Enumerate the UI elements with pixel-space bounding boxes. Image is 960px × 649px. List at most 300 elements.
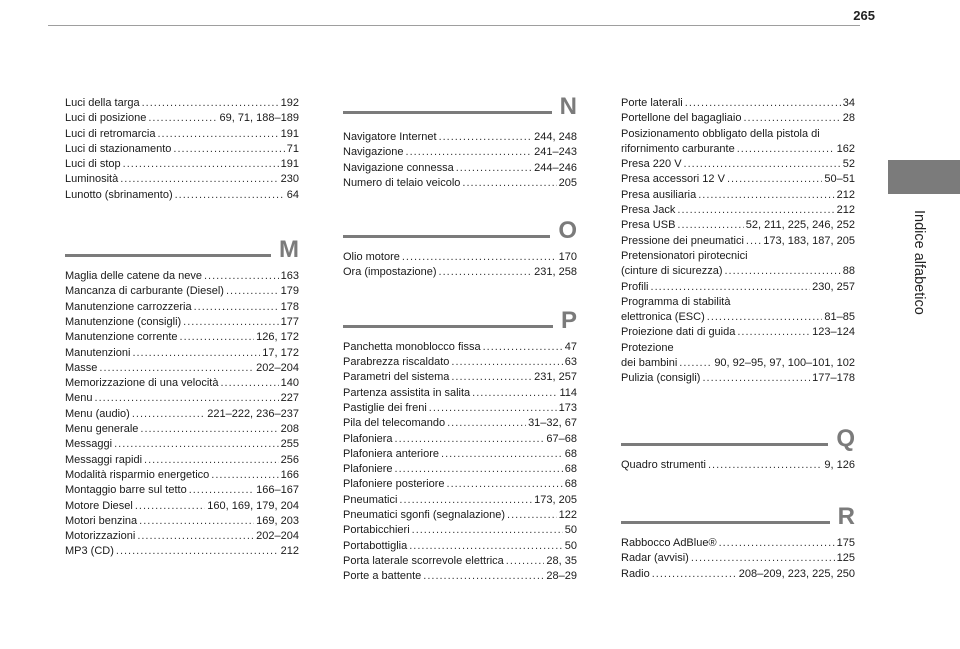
section-rule [343,111,552,114]
index-entry [65,483,299,498]
entry-pages: 212 [836,188,855,201]
entry-label: Menu (audio) [65,407,130,420]
entry-label: Navigatore Internet [343,131,437,143]
leader-dots [99,361,254,376]
index-entry [65,544,299,559]
leader-dots [737,142,835,157]
entry-pages: 126, 172 [256,331,299,344]
entry-label: Presa Jack [621,204,676,217]
entry-pages: 52 [842,158,855,171]
entry-pages: 230 [280,173,299,186]
entry-label: dei bambini [621,357,678,370]
leader-dots [183,315,278,330]
index-entry [621,142,855,157]
leader-dots [399,493,532,508]
leader-dots [447,416,526,431]
index-entry [621,234,855,249]
leader-dots [691,551,835,566]
index-entry [343,416,577,431]
leader-dots [651,280,811,295]
leader-dots [395,432,545,447]
entry-label: Maglia delle catene da neve [65,270,202,283]
index-entry [621,172,855,187]
index-entry [65,422,299,437]
entry-pages: 28 [842,112,855,125]
leader-dots [211,468,278,483]
entry-label: Pila del telecomando [343,417,446,430]
entry-pages: 177 [280,315,299,328]
index-entry [343,493,577,508]
entry-label: Navigazione connessa [343,161,454,174]
entry-label-line: Posizionamento obbligato della pistola di [621,127,820,140]
entry-pages: 81–85 [824,311,855,324]
entry-pages: 202–204 [256,361,299,374]
entry-label: Parametri del sistema [343,371,450,384]
leader-dots [439,265,533,280]
leader-dots [677,203,834,218]
leader-dots [746,234,761,249]
entry-pages: 50 [564,524,577,537]
leader-dots [148,111,217,126]
entry-label: Manutenzione (consigli) [65,315,182,328]
leader-dots [175,188,285,203]
index-entry [65,172,299,187]
entry-label: Quadro strumenti [621,458,706,471]
index-entry [343,477,577,492]
entry-pages: 63 [564,356,577,369]
entry-pages: 122 [558,509,577,522]
leader-dots [441,447,563,462]
entry-pages: 123–124 [812,326,855,339]
leader-dots [406,145,533,160]
entry-pages: 191 [280,127,299,140]
entry-pages: 173, 183, 187, 205 [763,234,855,247]
entry-pages: 68 [564,478,577,491]
entry-pages: 208–209, 223, 225, 250 [738,567,855,580]
index-entry [343,340,577,355]
entry-pages: 28–29 [546,570,577,583]
index-entry [65,361,299,376]
entry-pages: 179 [280,285,299,298]
index-entry [343,145,577,160]
index-entry [343,265,577,280]
entry-label: Plafoniere posteriore [343,478,445,491]
entry-label: elettronica (ESC) [621,311,705,324]
entry-label: Manutenzioni [65,346,131,359]
leader-dots [677,218,743,233]
entry-pages: 17, 172 [262,346,299,359]
entry-label: Messaggi [65,438,113,451]
index-entry [65,127,299,142]
entry-pages: 47 [564,340,577,353]
entry-pages: 50–51 [824,173,855,186]
entry-label: Luci della targa [65,97,140,109]
entry-label: Porta laterale scorrevole elettrica [343,554,504,567]
m-entries [65,269,299,560]
index-entry [343,130,577,145]
entry-label: Partenza assistita in salita [343,386,471,399]
index-entry [65,529,299,544]
entry-label: Panchetta monoblocco fissa [343,340,481,353]
index-column-2 [343,93,577,585]
entry-pages: 221–222, 236–237 [207,407,299,420]
entry-label: Modalità risparmio energetico [65,468,210,481]
entry-label: Olio motore [343,251,400,264]
index-entry [621,218,855,233]
entry-label: Portabottiglia [343,539,408,552]
leader-dots [123,157,279,172]
entry-pages: 166 [280,468,299,481]
entry-pages: 71 [286,142,299,155]
leader-dots [402,250,557,265]
index-entry [65,315,299,330]
entry-label: Presa accessori 12 V [621,173,725,186]
index-entry [621,325,855,340]
leader-dots [707,310,823,325]
section-rule [621,521,830,524]
index-entry [621,458,855,473]
entry-pages: 169, 203 [256,514,299,527]
entry-pages: 173 [558,401,577,414]
leader-dots [698,188,834,203]
section-letter: Q [836,424,855,452]
p-entries [343,340,577,585]
entry-label: Lunotto (sbrinamento) [65,188,173,201]
entry-pages: 50 [564,539,577,552]
index-entry [621,264,855,279]
index-entry [65,188,299,203]
index-entry [621,96,855,111]
index-entry [65,468,299,483]
section-header-r [621,502,855,530]
leader-dots [684,157,841,172]
leader-dots [727,172,822,187]
entry-pages: 125 [836,552,855,565]
leader-dots [95,391,279,406]
index-entry [621,188,855,203]
leader-dots [439,130,533,145]
entry-label: Porte a battente [343,570,422,583]
entry-label: Plafoniere [343,463,393,476]
section-header-p [343,306,577,334]
entry-pages: 191 [280,158,299,171]
entry-label: Plafoniera [343,432,393,445]
leader-dots [679,356,712,371]
index-entry [343,355,577,370]
entry-pages: 64 [286,188,299,201]
leader-dots [472,386,557,401]
entry-pages: 34 [842,97,855,109]
entry-label: Presa 220 V [621,158,682,171]
entry-pages: 205 [558,176,577,189]
index-entry [65,346,299,361]
section-rule [621,443,828,446]
entry-pages: 231, 257 [534,371,577,384]
index-entry [65,514,299,529]
r-entries [621,536,855,582]
entry-label: Luci di retromarcia [65,127,156,140]
index-entry [343,250,577,265]
leader-dots [719,536,835,551]
leader-dots [142,96,279,111]
entry-label: Pneumatici [343,493,398,506]
entry-pages: 160, 169, 179, 204 [207,499,299,512]
leader-dots [220,376,278,391]
index-entry [343,554,577,569]
entry-label: Pneumatici sgonfi (segnalazione) [343,509,506,522]
index-entry [621,371,855,386]
index-column-1 [65,96,299,560]
index-entry [65,391,299,406]
section-letter: R [837,502,855,530]
leader-dots [412,523,563,538]
entry-label: Radio [621,567,650,580]
index-entry [343,432,577,447]
leader-dots [395,462,563,477]
leader-dots [483,340,563,355]
entry-label: (cinture di sicurezza) [621,265,723,278]
entry-pages: 68 [564,447,577,460]
entry-label: Motori benzina [65,514,138,527]
leader-dots [743,111,840,126]
entry-pages: 31–32, 67 [528,417,577,430]
entry-label: Portabicchieri [343,524,410,537]
leader-dots [114,437,279,452]
section-rule [343,325,553,328]
entry-label: Pressione dei pneumatici [621,234,744,247]
entry-pages: 88 [842,265,855,278]
entry-label: Rabbocco AdBlue® [621,536,717,549]
index-entry [621,310,855,325]
leader-dots [132,346,260,361]
index-entry [343,447,577,462]
leader-dots [204,269,279,284]
index-entry [621,203,855,218]
leader-dots [456,161,532,176]
entry-label: Pastiglie dei freni [343,401,427,414]
leader-dots [451,370,532,385]
index-entry [343,386,577,401]
leader-dots [685,96,841,111]
entry-pages: 244–246 [534,161,577,174]
entry-pages: 244, 248 [534,131,577,143]
leader-dots [120,172,278,187]
leader-dots [507,508,557,523]
entry-label: Luci di stop [65,158,121,171]
section-header-n [343,93,577,120]
index-entry [65,376,299,391]
entry-pages: 67–68 [546,432,577,445]
section-letter: M [279,236,299,264]
index-entry [65,407,299,422]
index-entry [621,111,855,126]
entry-pages: 173, 205 [534,493,577,506]
index-entry [65,499,299,514]
entry-pages: 175 [836,536,855,549]
section-rule [65,254,271,257]
entry-pages: 241–243 [534,146,577,159]
entry-pages: 166–167 [256,484,299,497]
leader-dots [157,127,278,142]
entry-pages: 208 [280,423,299,436]
entry-label: Mancanza di carburante (Diesel) [65,285,224,298]
entry-label: Proiezione dati di guida [621,326,736,339]
leader-dots [724,264,840,279]
entry-pages: 28, 35 [546,554,577,567]
top-rule [48,25,860,26]
index-entry [621,157,855,172]
leader-dots [702,371,810,386]
entry-pages: 9, 126 [824,458,855,471]
leader-dots [708,458,822,473]
leader-dots [506,554,545,569]
entry-pages: 90, 92–95, 97, 100–101, 102 [714,357,855,370]
entry-label: Manutenzione corrente [65,331,178,344]
entry-pages: 212 [280,545,299,558]
leader-dots [737,325,810,340]
section-rule [343,235,550,238]
leader-dots [144,453,279,468]
entry-label: Pulizia (consigli) [621,372,701,385]
leader-dots [137,529,254,544]
side-tab [888,160,960,194]
entry-label: Parabrezza riscaldato [343,356,450,369]
entry-label: MP3 (CD) [65,545,114,558]
entry-label: Porte laterali [621,97,683,109]
leader-dots [423,569,544,584]
index-entry [621,567,855,582]
index-entry [65,142,299,157]
l-entries [65,96,299,203]
entry-label: Messaggi rapidi [65,453,143,466]
entry-label: Luci di stazionamento [65,142,172,155]
leader-dots [189,483,254,498]
entry-pages: 231, 258 [534,266,577,279]
entry-label: Motore Diesel [65,499,133,512]
entry-label: Luminosità [65,173,119,186]
entry-pages: 69, 71, 188–189 [219,112,299,125]
index-entry [65,269,299,284]
index-entry [343,508,577,523]
entry-label: Menu [65,392,93,405]
entry-pages: 163 [280,270,299,283]
entry-label: Numero di telaio veicolo [343,176,461,189]
entry-label: Radar (avvisi) [621,552,689,565]
index-entry [621,356,855,371]
leader-dots [180,330,255,345]
entry-label: Motorizzazioni [65,530,136,543]
leader-dots [652,567,737,582]
entry-pages: 52, 211, 225, 246, 252 [745,219,855,232]
index-entry [343,539,577,554]
entry-pages: 68 [564,463,577,476]
entry-label: Menu generale [65,423,139,436]
index-entry [65,300,299,315]
entry-label: Montaggio barre sul tetto [65,484,187,497]
entry-label-line: Protezione [621,341,674,354]
leader-dots [140,422,278,437]
entry-pages: 202–204 [256,530,299,543]
index-entry [343,523,577,538]
index-entry [621,536,855,551]
index-entry [343,462,577,477]
leader-dots [462,176,556,191]
entry-label: rifornimento carburante [621,142,735,155]
q-entries [621,458,855,473]
index-entry [343,370,577,385]
index-entry [65,437,299,452]
leader-dots [429,401,557,416]
o-entries [343,250,577,281]
leader-dots [226,284,279,299]
index-entry [343,569,577,584]
entry-label: Ora (impostazione) [343,266,437,279]
section-letter: P [560,306,577,334]
entry-label: Profili [621,280,649,293]
section-header-q [621,424,855,452]
leader-dots [132,407,205,422]
section-letter: N [559,93,577,120]
entry-label: Plafoniera anteriore [343,447,440,460]
n-entries [343,130,577,191]
index-entry [343,176,577,191]
entry-label: Navigazione [343,146,404,159]
leader-dots [139,514,254,529]
leader-dots [135,499,205,514]
entry-pages: 256 [280,453,299,466]
section-header-o [343,217,577,245]
entry-pages: 212 [836,204,855,217]
index-entry [65,111,299,126]
entry-pages: 140 [280,377,299,390]
entry-pages: 255 [280,438,299,451]
entry-pages: 177–178 [812,372,855,385]
index-entry [65,453,299,468]
entry-pages: 114 [559,386,577,399]
entry-label: Manutenzione carrozzeria [65,300,192,313]
entry-label: Luci di posizione [65,112,147,125]
leader-dots [409,539,563,554]
entry-pages: 162 [836,142,855,155]
entry-label-line: Programma di stabilità [621,295,731,308]
entry-label: Masse [65,361,98,374]
entry-pages: 178 [280,300,299,313]
index-entry [65,284,299,299]
entry-label: Portellone del bagagliaio [621,112,742,125]
entry-label-line: Pretensionatori pirotecnici [621,249,748,262]
index-entry [621,280,855,295]
page-number: 265 [853,8,875,23]
leader-dots [451,355,562,370]
leader-dots [447,477,563,492]
entry-label: Presa USB [621,219,676,232]
index-entry [65,157,299,172]
index-entry [343,161,577,176]
entry-pages: 227 [280,392,299,405]
side-label: Indice alfabetico [911,210,927,315]
index-entry [621,551,855,566]
index-column-3 [621,96,855,582]
entry-label: Memorizzazione di una velocità [65,377,219,390]
index-entry [343,401,577,416]
entry-label: Presa ausiliaria [621,188,697,201]
p-continued-entries [621,96,855,387]
section-header-m [65,236,299,264]
leader-dots [173,142,284,157]
index-entry [65,96,299,111]
entry-pages: 230, 257 [812,280,855,293]
entry-pages: 192 [280,97,299,109]
